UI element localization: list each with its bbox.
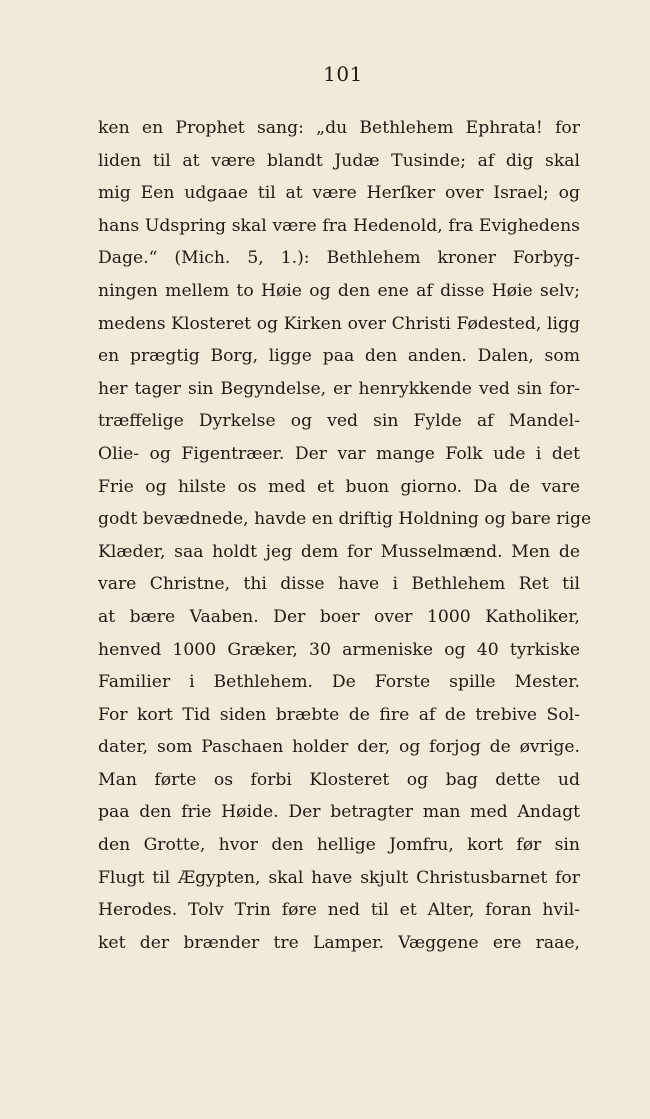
text-line-19: For kort Tid siden bræbte de fire af de trebive Sol- bbox=[98, 704, 580, 725]
page-number: 101 bbox=[323, 62, 363, 86]
text-line-4: hans Udspring skal være fra Hedenold, fra Evighedens bbox=[98, 215, 580, 236]
text-line-10: træffelige Dyrkelse og ved sin Fylde af Mandel- bbox=[98, 411, 580, 432]
text-line-8: en prægtig Borg, ligge paa den anden. Dalen, som bbox=[98, 346, 580, 367]
text-line-22: paa den frie Høide. Der betragter man med Andagt bbox=[98, 802, 580, 823]
text-line-21: Man førte os forbi Klosteret og bag dette ud bbox=[98, 769, 580, 790]
body-text bbox=[98, 112, 592, 959]
text-line-25: Herodes. Tolv Trin føre ned til et Alter, foran hvil- bbox=[98, 900, 580, 921]
text-line-14: Klæder, saa holdt jeg dem for Musselmænd. Men de bbox=[98, 541, 580, 562]
text-line-6: ningen mellem to Høie og den ene af disse Høie selv; bbox=[98, 280, 580, 301]
text-line-15: vare Christne, thi disse have i Bethlehem Ret til bbox=[98, 574, 580, 595]
text-line-7: medens Klosteret og Kirken over Christi Fødested, ligg bbox=[98, 313, 580, 334]
text-line-24: Flugt til Ægypten, skal have skjult Christusbarnet for bbox=[98, 867, 580, 888]
text-line-18: Familier i Bethlehem. De Forste spille Mester. bbox=[98, 672, 580, 693]
text-line-3: mig Een udgaae til at være Herſker over Israel; og bbox=[98, 183, 580, 204]
text-line-17: henved 1000 Græker, 30 armeniske og 40 tyrkiske bbox=[98, 639, 580, 660]
text-line-26: ket der brænder tre Lamper. Væggene ere raae, bbox=[98, 932, 580, 953]
text-line-13: godt bevædnede, havde en driftig Holdning og bare rige bbox=[98, 509, 592, 530]
text-line-23: den Grotte, hvor den hellige Jomfru, kort før sin bbox=[98, 835, 580, 856]
text-line-2: liden til at være blandt Judæ Tusinde; af dig skal bbox=[98, 150, 580, 171]
text-line-20: dater, som Paschaen holder der, og forjog de øvrige. bbox=[98, 737, 580, 758]
text-line-9: her tager sin Begyndelse, er henrykkende ved sin for- bbox=[98, 378, 580, 399]
text-line-1: ken en Prophet sang: „du Bethlehem Ephrata! for bbox=[98, 118, 580, 138]
text-line-5: Dage.“ (Mich. 5, 1.): Bethlehem kroner Forbyg- bbox=[98, 248, 580, 269]
text-line-16: at bære Vaaben. Der boer over 1000 Katholiker, bbox=[98, 606, 580, 627]
text-line-11: Olie- og Figentræer. Der var mange Folk ude i det bbox=[98, 443, 580, 464]
text-line-12: Frie og hilste os med et buon giorno. Da de vare bbox=[98, 476, 580, 497]
